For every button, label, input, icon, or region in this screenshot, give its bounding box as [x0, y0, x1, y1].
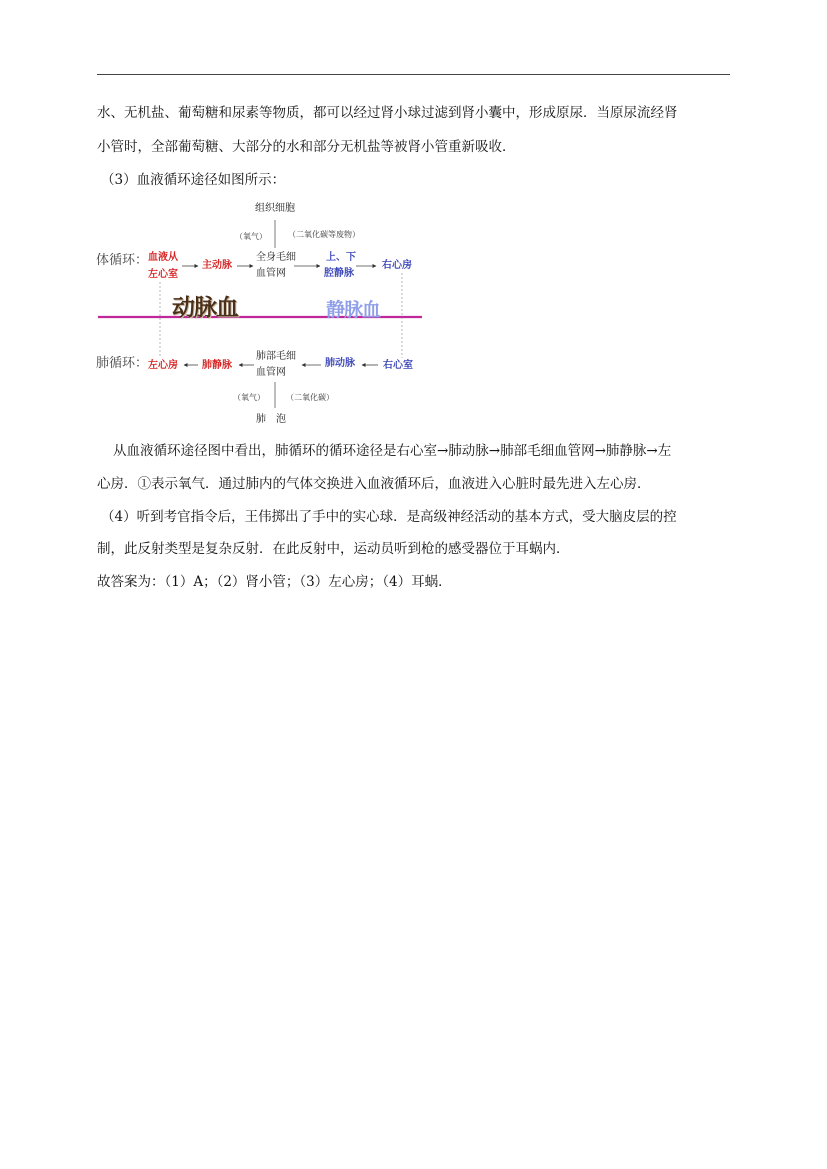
label-right-ventricle: 右心室 [383, 360, 413, 371]
text-line-7: 制，此反射类型是复杂反射．在此反射中，运动员听到枪的感受器位于耳蜗内． [97, 541, 570, 557]
label-systemic-circulation: 体循环： [96, 253, 149, 268]
label-from-left-ventricle-1: 血液从 [148, 252, 178, 263]
text-line-8: 故答案为：（1）A；（2）肾小管；（3）左心房；（4）耳蜗． [97, 574, 452, 590]
label-pulmonary-artery: 肺动脉 [325, 358, 355, 369]
label-alveoli: 肺 泡 [256, 414, 286, 425]
label-oxygen-top: （氧气） [235, 232, 267, 241]
label-oxygen-bottom: （氧气） [233, 393, 265, 402]
label-co2-waste: （二氧化碳等废物） [288, 230, 360, 239]
label-co2-bottom: （二氧化碳） [286, 393, 334, 402]
label-vena-cava-1: 上、下 [326, 252, 356, 263]
label-pulmonary-vein: 肺静脉 [202, 360, 232, 371]
blood-circulation-diagram [96, 198, 426, 430]
label-pulmonary-circulation: 肺循环： [96, 356, 149, 371]
text-line-6: （4）听到考官指令后，王伟掷出了手中的实心球．是高级神经活动的基本方式，受大脑皮层的控 [101, 509, 677, 525]
label-arterial-blood: 动脉血 [172, 295, 238, 321]
label-right-atrium: 右心房 [382, 260, 412, 271]
text-line-3: （3）血液循环途径如图所示： [101, 172, 286, 188]
label-tissue-cells: 组织细胞 [255, 203, 295, 214]
text-line-2: 小管时，全部葡萄糖、大部分的水和部分无机盐等被肾小管重新吸收． [97, 139, 516, 155]
header-rule [97, 74, 730, 75]
label-vena-cava-2: 腔静脉 [324, 268, 354, 279]
label-body-capillaries-2: 血管网 [256, 268, 286, 279]
text-line-5: 心房．①表示氧气．通过肺内的气体交换进入血液循环后，血液进入心脏时最先进入左心房． [97, 476, 651, 492]
text-line-1: 水、无机盐、葡萄糖和尿素等物质，都可以经过肾小球过滤到肾小囊中，形成原尿．当原尿流经肾 [97, 105, 678, 121]
label-lung-capillaries-2: 血管网 [256, 367, 286, 378]
label-venous-blood: 静脉血 [326, 299, 381, 321]
text-line-4: 从血液循环途径图中看出，肺循环的循环途径是右心室→肺动脉→肺部毛细血管网→肺静脉→左 [113, 443, 672, 459]
label-from-left-ventricle-2: 左心室 [148, 269, 178, 280]
label-lung-capillaries-1: 肺部毛细 [256, 351, 296, 362]
label-aorta: 主动脉 [202, 260, 232, 271]
label-body-capillaries-1: 全身毛细 [256, 252, 296, 263]
label-left-atrium: 左心房 [148, 360, 178, 371]
